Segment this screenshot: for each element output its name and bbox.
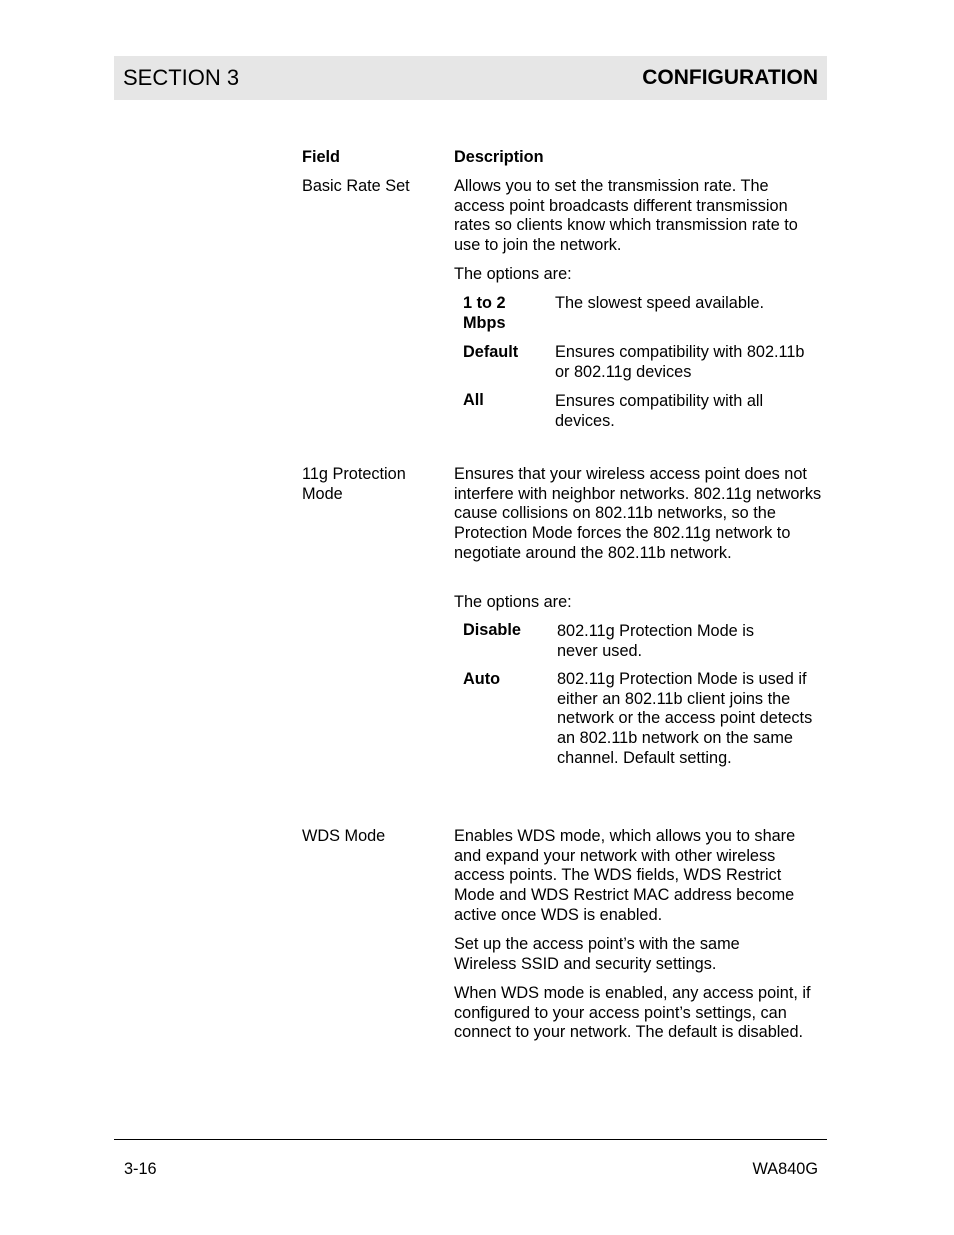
column-header-description: Description [454,148,544,166]
field-11g-protection-mode: 11g Protection Mode [302,465,406,503]
column-header-field: Field [302,148,340,166]
option-term: 1 to 2 Mbps [463,294,506,332]
description-paragraph: Enables WDS mode, which allows you to share and expand your network with other wireless access points. The WDS fields, WDS Restrict Mode and WDS Restrict MAC address become active once WDS is enabled. [454,827,796,924]
option-term: Auto [463,670,501,688]
field-wds-mode: WDS Mode [302,827,386,845]
section-label: SECTION 3 [123,65,240,90]
option-definition: The slowest speed available. [555,294,765,312]
page-number: 3-16 [124,1160,157,1178]
chapter-title: CONFIGURATION [642,66,818,89]
option-definition: Ensures compatibility with all devices. [555,392,764,430]
option-term: Disable [463,621,521,639]
description-paragraph: Set up the access point’s with the same Wireless SSID and security settings. [454,935,740,973]
option-definition: 802.11g Protection Mode is never used. [557,622,755,660]
option-term: Default [463,343,519,361]
model-name: WA840G [752,1160,818,1178]
footer-divider [114,1139,827,1140]
option-term: All [463,391,484,409]
option-definition: 802.11g Protection Mode is used if either an 802.11b client joins the network or the access point detects an 802.11b network on the same channel. Default setting. [557,670,813,767]
page-header [114,56,827,100]
field-basic-rate-set: Basic Rate Set [302,177,410,195]
description-paragraph: When WDS mode is enabled, any access point, if configured to your access point’s settings, can connect to your network. The default is disabled. [454,984,811,1042]
option-definition: Ensures compatibility with 802.11b or 802.11g devices [555,343,805,381]
description-paragraph: Ensures that your wireless access point does not interfere with neighbor networks. 802.11g networks cause collisions on 802.11b networks, so the Protection Mode forces the 802.11g network to negotiate around the 802.11b network. [454,465,822,562]
description-paragraph: The options are: [454,593,572,611]
description-paragraph: Allows you to set the transmission rate. The access point broadcasts different transmission rates so clients know which transmission rate to use to join the network. [454,177,798,255]
description-paragraph: The options are: [454,265,572,283]
